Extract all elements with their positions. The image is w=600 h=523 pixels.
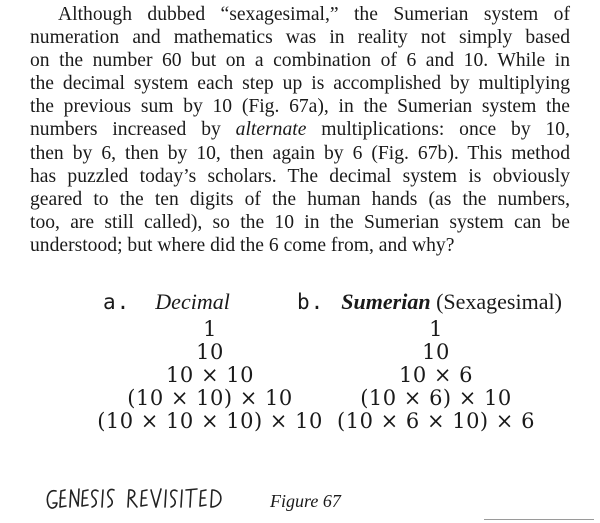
paragraph-line: understood; but where did the 6 come from, and why?	[30, 234, 455, 256]
column-title: Sumerian	[341, 289, 431, 314]
decimal-row: 1	[203, 317, 217, 341]
handwritten-note	[44, 485, 244, 515]
sumerian-row: 10 × 6	[398, 363, 474, 387]
sumerian-row: (10 × 6 × 10) × 6	[337, 409, 535, 433]
paragraph-line-with-emphasis	[30, 118, 570, 141]
paragraph-line: the previous sum by 10 (Fig. 67a), in the Sumerian system the	[30, 96, 570, 118]
paragraph-line: numeration and mathematics was in reality not simply based	[30, 27, 570, 49]
paragraph-line: geared to the ten digits of the human hands (as the numbers,	[30, 188, 570, 210]
paragraph-line: Although dubbed “sexagesimal,” the Sumerian system of	[58, 4, 570, 25]
paragraph-line: has puzzled today’s scholars. The decimal system is obviously	[30, 165, 570, 187]
sumerian-column-heading	[297, 289, 562, 315]
decimal-column-heading	[103, 289, 230, 315]
column-letter: a.	[103, 290, 131, 314]
decimal-row: 10 × 10	[166, 363, 254, 387]
line-segment: numbers increased by	[30, 119, 236, 141]
sumerian-row: (10 × 6) × 10	[360, 386, 512, 410]
column-title: Decimal	[155, 289, 230, 314]
paragraph-line: too, are still called), so the 10 in the Sumerian system can be	[30, 211, 570, 233]
body-paragraph	[30, 3, 570, 257]
decimal-row: (10 × 10 × 10) × 10	[97, 409, 323, 433]
column-letter: b.	[297, 290, 325, 314]
emphasized-word: alternate	[235, 119, 307, 141]
sumerian-row: 10	[422, 340, 450, 364]
page-edge-rule	[484, 519, 594, 520]
decimal-row: 10	[196, 340, 224, 364]
paragraph-line: then by 6, then by 10, then again by 6 (Fig. 67b). This method	[30, 142, 570, 164]
sumerian-column	[296, 318, 576, 433]
column-subtitle: (Sexagesimal)	[436, 289, 562, 314]
decimal-row: (10 × 10) × 10	[127, 386, 293, 410]
paragraph-line: on the number 60 but on a combination of 6 and 10. While in	[30, 50, 570, 72]
paragraph-line: the decimal system each step up is accomplished by multiplying	[30, 73, 570, 95]
sumerian-row: 1	[429, 317, 443, 341]
figure-caption: Figure 67	[270, 491, 341, 511]
line-segment: multiplications: once by 10,	[306, 119, 570, 141]
